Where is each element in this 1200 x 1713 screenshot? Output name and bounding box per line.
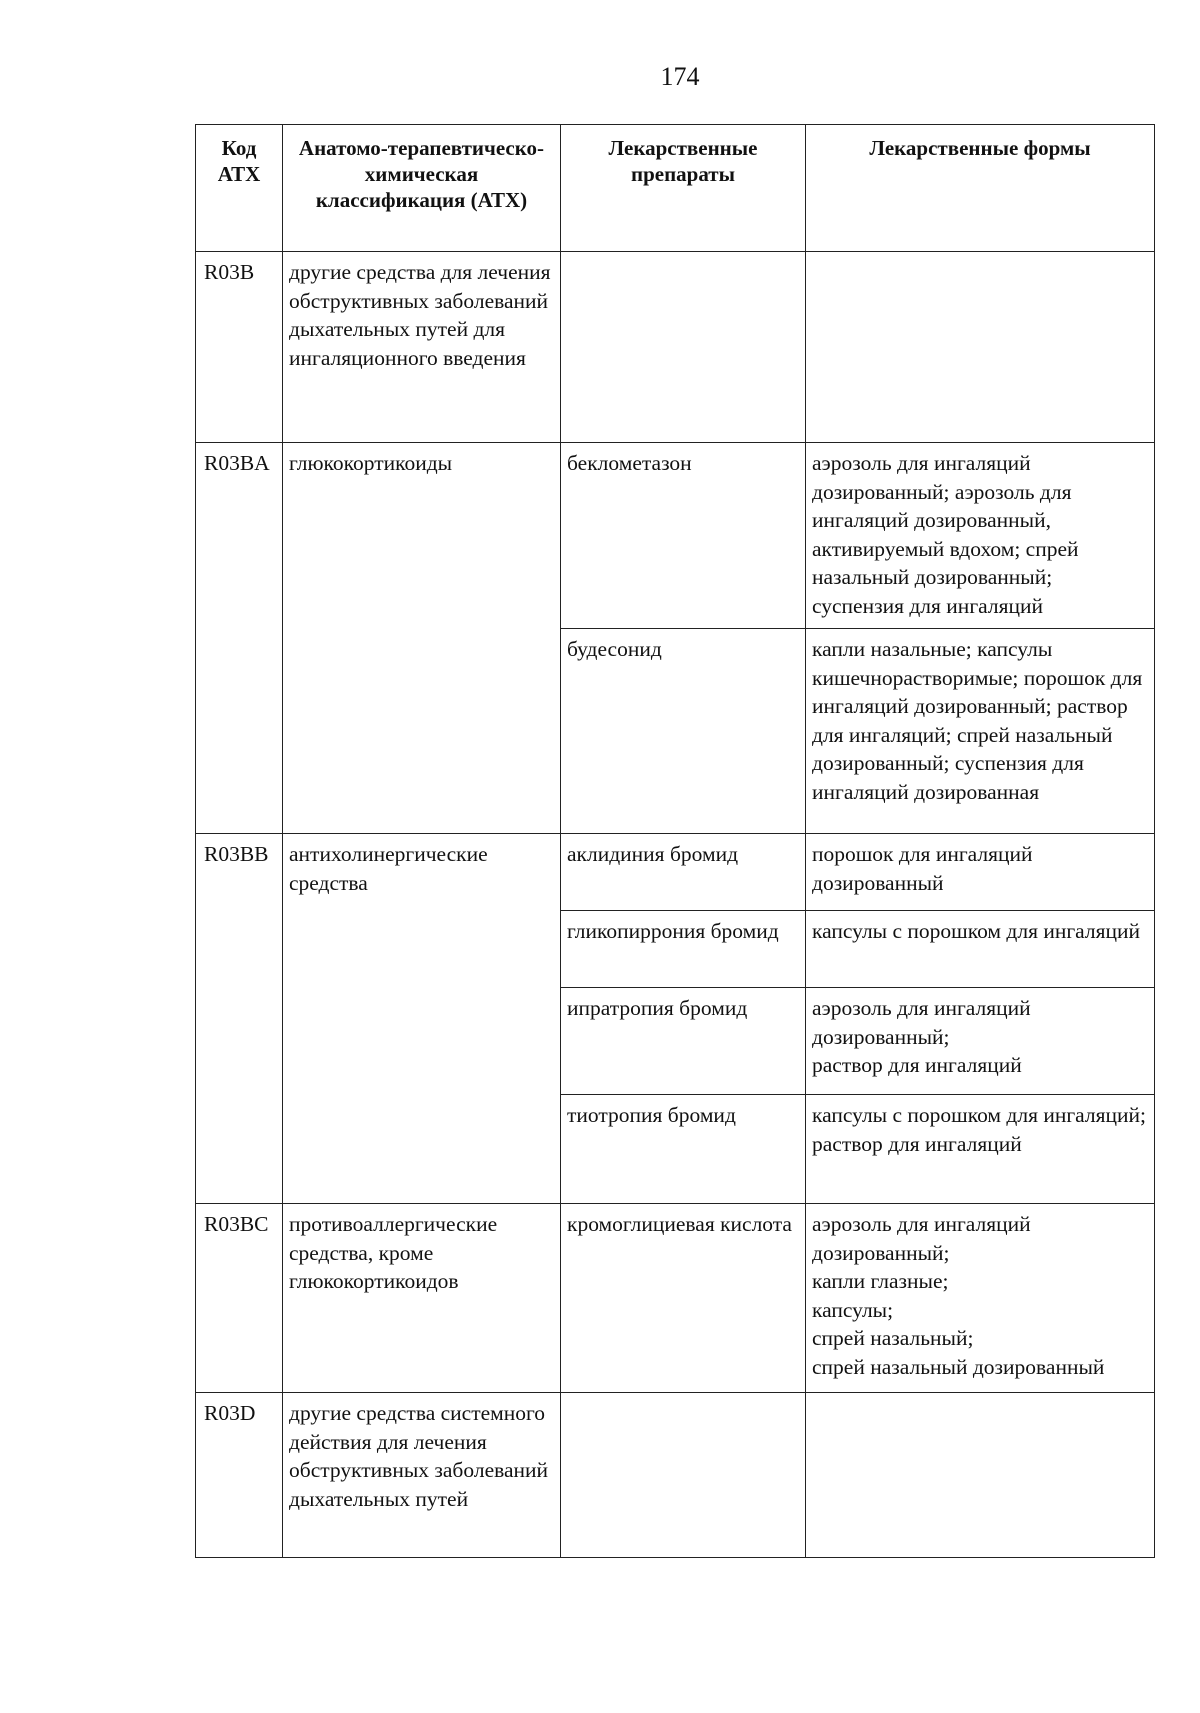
header-forms: Лекарственные формы [806, 125, 1155, 252]
atx-code-cell: R03BB [196, 834, 283, 1204]
drug-cell: ипратропия бромид [561, 988, 806, 1095]
forms-cell [806, 252, 1155, 443]
drug-cell: будесонид [561, 629, 806, 834]
header-code: Код АТХ [196, 125, 283, 252]
forms-cell: аэрозоль для ингаляций дозированный; аэрозоль для ингаляций дозированный, активируемый вдохом; спрей назальный дозированный; суспензия для ингаляций [806, 443, 1155, 629]
forms-cell: аэрозоль для ингаляций дозированный; капли глазные; капсулы; спрей назальный; спрей назальный дозированный [806, 1204, 1155, 1393]
forms-cell: порошок для ингаляций дозированный [806, 834, 1155, 911]
header-row [196, 125, 1155, 252]
forms-cell: аэрозоль для ингаляций дозированный; раствор для ингаляций [806, 988, 1155, 1095]
header-drugs: Лекарственные препараты [561, 125, 806, 252]
table-row [196, 1204, 1155, 1393]
table-body [196, 252, 1155, 1558]
atx-code-cell: R03B [196, 252, 283, 443]
drug-cell [561, 252, 806, 443]
drug-cell: гликопиррония бромид [561, 911, 806, 988]
drug-cell: беклометазон [561, 443, 806, 629]
page-number: 174 [660, 62, 700, 91]
atx-table [195, 124, 1155, 1558]
forms-cell: капсулы с порошком для ингаляций [806, 911, 1155, 988]
classification-cell: другие средства для лечения обструктивных заболеваний дыхательных путей для ингаляционного введения [283, 252, 561, 443]
classification-cell: противоаллергические средства, кроме глюкокортикоидов [283, 1204, 561, 1393]
atx-code-cell: R03D [196, 1393, 283, 1558]
table-row [196, 252, 1155, 443]
forms-cell: капли назальные; капсулы кишечнорастворимые; порошок для ингаляций дозированный; раствор для ингаляций; спрей назальный дозированный; суспензия для ингаляций дозированная [806, 629, 1155, 834]
forms-cell: капсулы с порошком для ингаляций; раствор для ингаляций [806, 1095, 1155, 1204]
atx-code-cell: R03BA [196, 443, 283, 834]
classification-cell: глюкокортикоиды [283, 443, 561, 834]
drug-cell: тиотропия бромид [561, 1095, 806, 1204]
classification-cell: антихолинергические средства [283, 834, 561, 1204]
drug-cell [561, 1393, 806, 1558]
drug-cell: кромоглициевая кислота [561, 1204, 806, 1393]
classification-cell: другие средства системного действия для лечения обструктивных заболеваний дыхательных путей [283, 1393, 561, 1558]
atx-code-cell: R03BC [196, 1204, 283, 1393]
table-row [196, 443, 1155, 629]
table-row [196, 1393, 1155, 1558]
header-classification: Анатомо-терапевтическо-химическая классификация (АТХ) [283, 125, 561, 252]
table-header [196, 125, 1155, 252]
forms-cell [806, 1393, 1155, 1558]
table-row [196, 834, 1155, 911]
drug-cell: аклидиния бромид [561, 834, 806, 911]
